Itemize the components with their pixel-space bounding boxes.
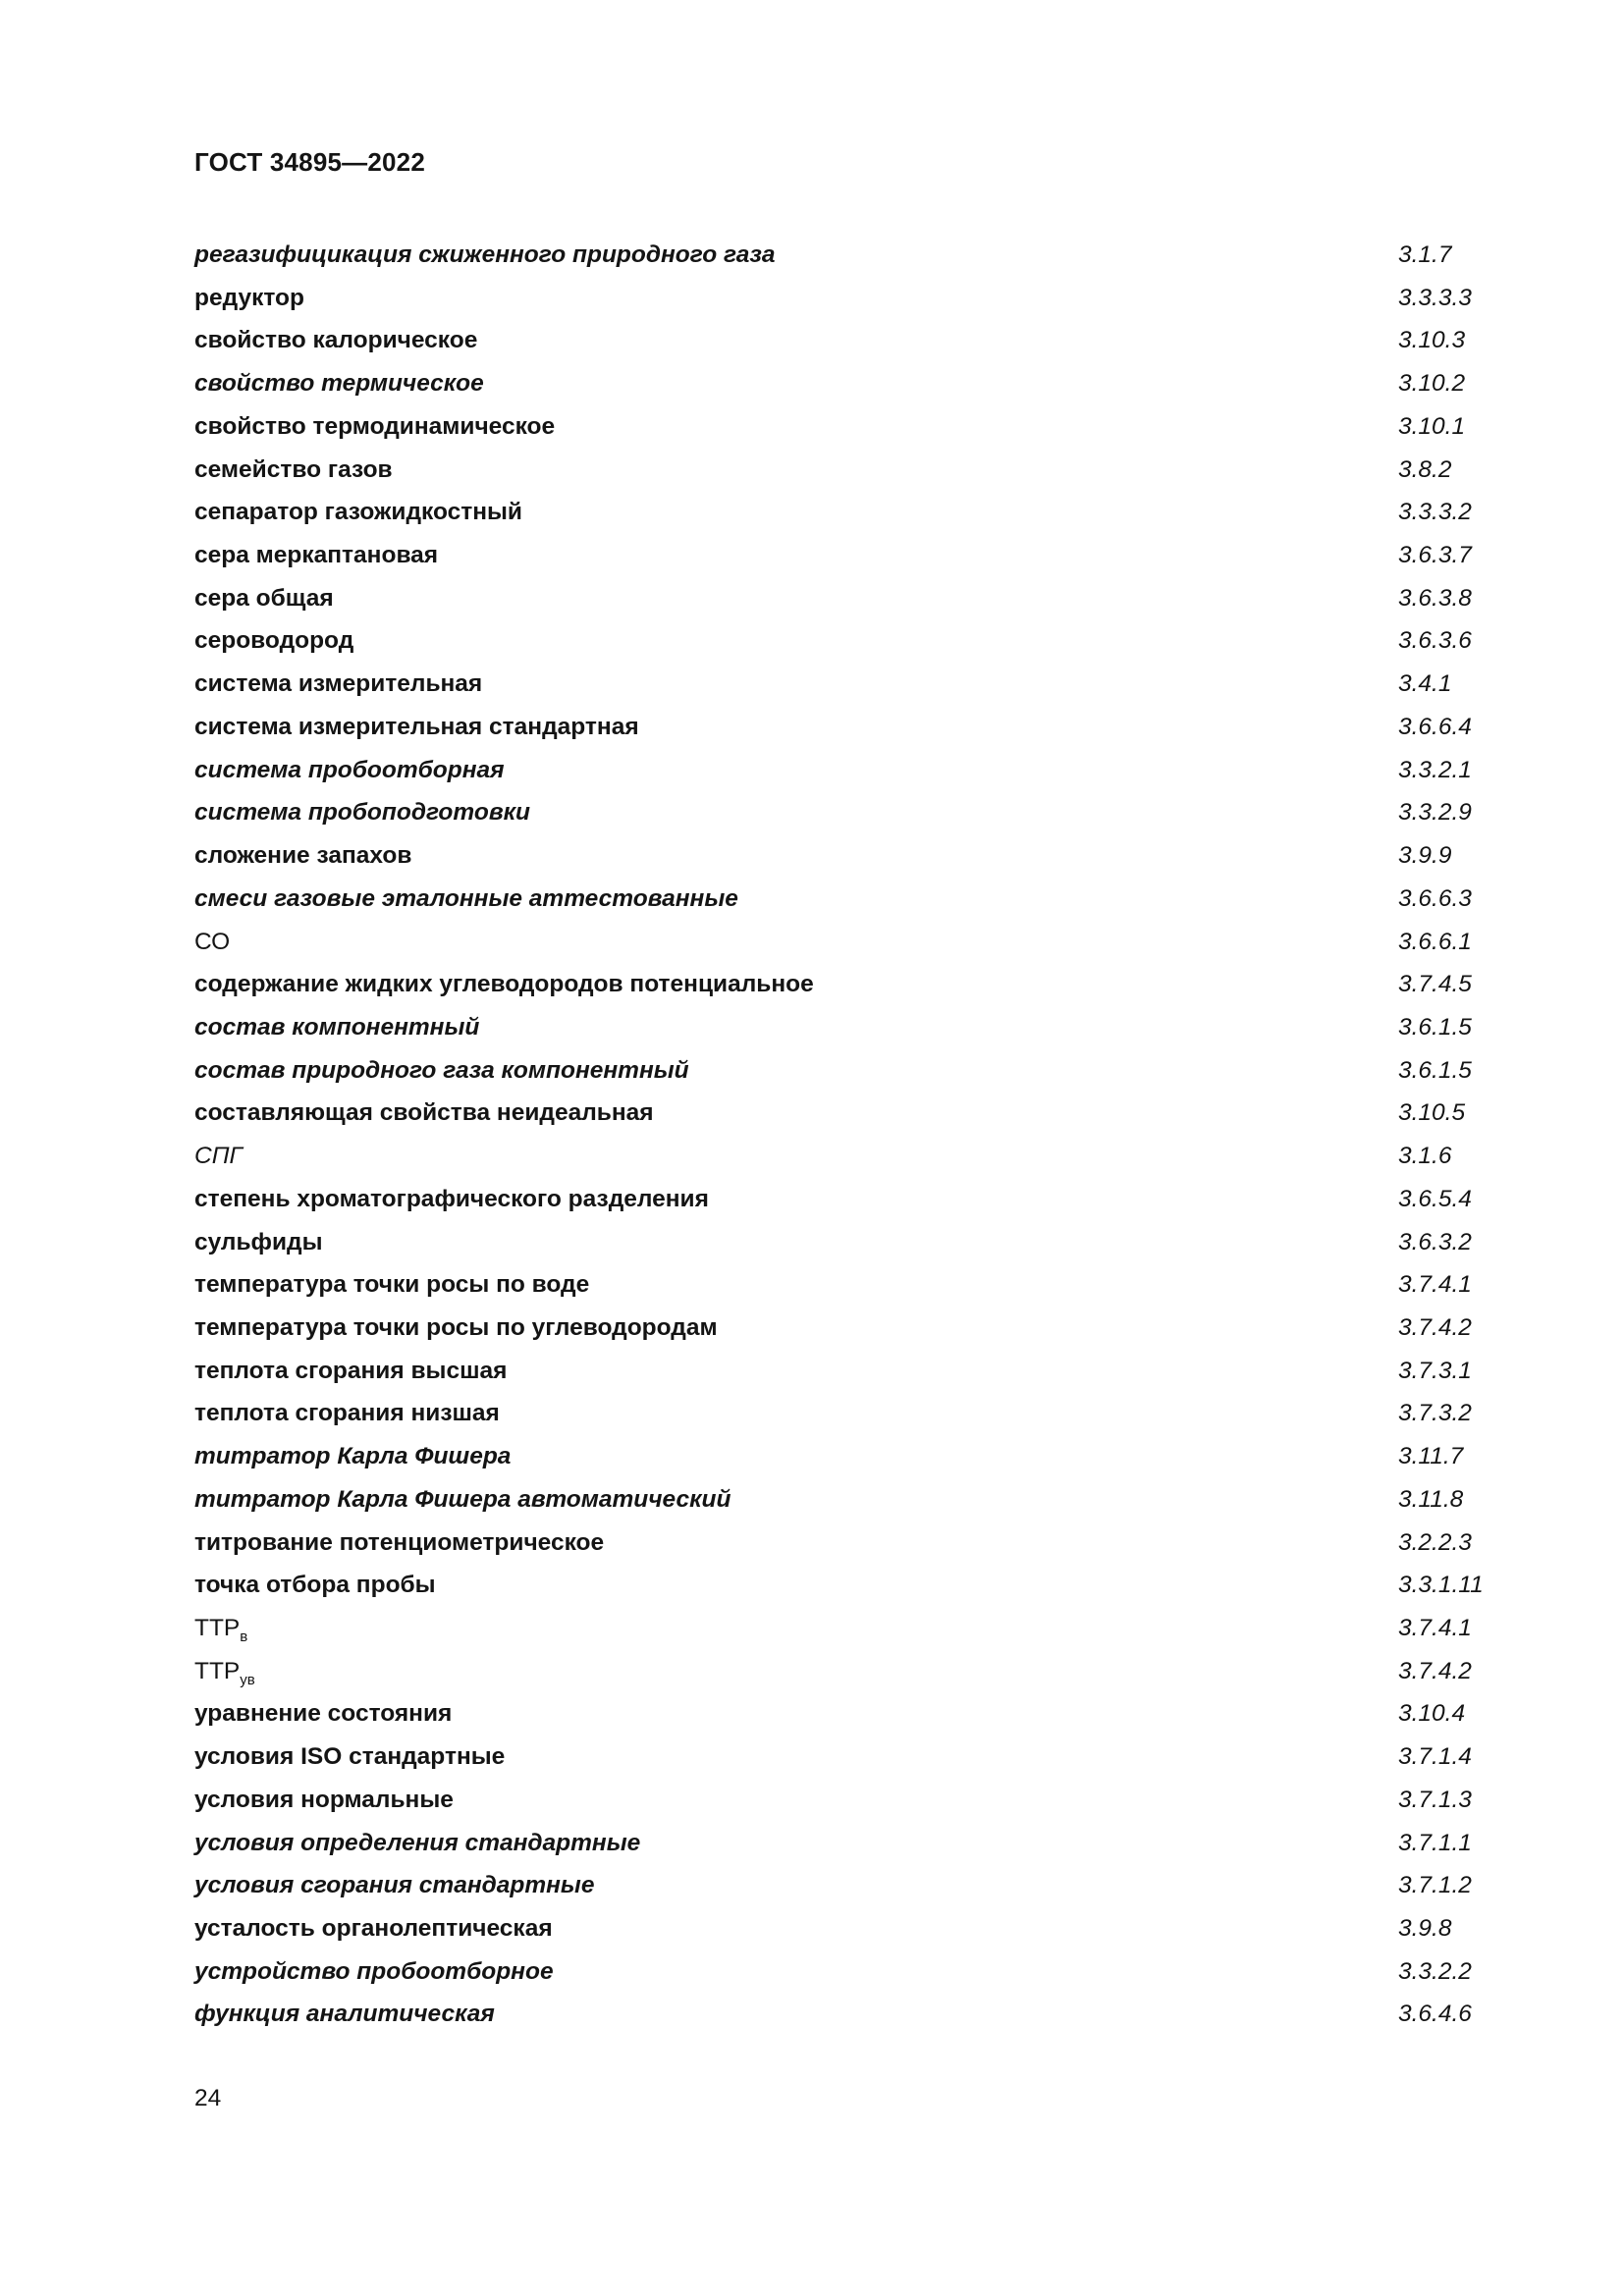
index-term <box>194 753 505 788</box>
index-term-text: редуктор <box>194 284 304 311</box>
index-term-text: усталость органолептическая <box>194 1915 553 1943</box>
index-section-ref: 3.1.7 <box>1398 241 1452 268</box>
index-entry <box>194 581 1490 624</box>
index-term <box>194 453 393 488</box>
index-term-text: система измерительная <box>194 670 483 698</box>
index-entry <box>194 281 1490 324</box>
index-term <box>194 967 814 1002</box>
index-term <box>194 925 230 960</box>
index-entry <box>194 495 1490 538</box>
index-term <box>194 1954 554 1990</box>
index-section-ref: 3.6.6.1 <box>1398 928 1472 955</box>
index-entry <box>194 1525 1490 1569</box>
index-section-ref: 3.4.1 <box>1398 670 1452 698</box>
index-term <box>194 1396 500 1431</box>
index-entry <box>194 1310 1490 1354</box>
index-term <box>194 581 334 616</box>
index-term <box>194 1997 495 2032</box>
index-term <box>194 281 304 316</box>
index-term-text: уравнение состояния <box>194 1700 453 1728</box>
index-section-ref: 3.10.1 <box>1398 412 1466 440</box>
index-section-ref: 3.6.5.4 <box>1398 1185 1472 1212</box>
index-term-text: свойство термическое <box>194 370 484 398</box>
index-entry <box>194 753 1490 796</box>
index-term <box>194 366 484 401</box>
index-entry <box>194 1911 1490 1954</box>
index-section-ref: 3.9.8 <box>1398 1915 1452 1943</box>
page-number: 24 <box>194 2085 222 2111</box>
index-term <box>194 1139 243 1174</box>
index-term <box>194 1739 505 1775</box>
index-section-ref: 3.3.1.11 <box>1398 1572 1484 1599</box>
index-term-text: условия определения стандартные <box>194 1829 641 1856</box>
index-entry <box>194 1396 1490 1439</box>
index-term-subscript: в <box>240 1629 248 1645</box>
index-entry <box>194 1954 1490 1998</box>
index-term-text: ТТР <box>194 1657 241 1684</box>
index-entry <box>194 1095 1490 1139</box>
index-section-ref: 3.7.4.1 <box>1398 1615 1472 1641</box>
index-entry <box>194 538 1490 581</box>
index-term-text: теплота сгорания низшая <box>194 1400 500 1427</box>
index-term <box>194 1225 323 1260</box>
term-index-list <box>194 238 1490 2040</box>
index-entry <box>194 1225 1490 1268</box>
index-section-ref: 3.6.3.7 <box>1398 542 1472 569</box>
index-section-ref: 3.8.2 <box>1398 455 1452 483</box>
index-entry <box>194 710 1490 753</box>
index-term-text: точка отбора пробы <box>194 1572 436 1599</box>
index-term-text: состав компонентный <box>194 1013 480 1041</box>
index-term-text: регазифицикация сжиженного природного газа <box>194 241 776 268</box>
index-term <box>194 238 776 273</box>
index-term <box>194 1611 247 1646</box>
index-entry <box>194 1568 1490 1611</box>
index-section-ref: 3.10.4 <box>1398 1700 1466 1728</box>
index-entry <box>194 409 1490 453</box>
index-term <box>194 1267 589 1303</box>
index-term <box>194 667 482 702</box>
index-term <box>194 1182 709 1217</box>
index-term-text: содержание жидких углеводородов потенциальное <box>194 971 814 998</box>
index-entry <box>194 1354 1490 1397</box>
index-term-text: состав природного газа компонентный <box>194 1056 689 1084</box>
index-term <box>194 1095 654 1131</box>
index-term-text: система пробоподготовки <box>194 799 531 827</box>
index-term <box>194 623 353 659</box>
index-entry <box>194 1182 1490 1225</box>
index-entry <box>194 453 1490 496</box>
index-entry <box>194 1739 1490 1783</box>
index-entry <box>194 366 1490 409</box>
index-term <box>194 409 555 445</box>
index-term-text: титратор Карла Фишера автоматический <box>194 1485 731 1513</box>
index-term <box>194 1439 511 1474</box>
index-entry <box>194 1267 1490 1310</box>
index-entry <box>194 1139 1490 1182</box>
index-entry <box>194 623 1490 667</box>
index-term-text: свойство термодинамическое <box>194 412 556 440</box>
index-term <box>194 1053 689 1089</box>
index-term-text: функция аналитическая <box>194 2001 495 2028</box>
index-term <box>194 1482 731 1518</box>
index-section-ref: 3.6.6.4 <box>1398 713 1472 740</box>
index-entry <box>194 925 1490 968</box>
index-term-subscript: ув <box>240 1671 255 1688</box>
index-term-text: теплота сгорания высшая <box>194 1357 508 1384</box>
index-term-text: ТТР <box>194 1615 241 1641</box>
index-section-ref: 3.2.2.3 <box>1398 1528 1472 1556</box>
index-term-text: сероводород <box>194 627 354 655</box>
index-section-ref: 3.1.6 <box>1398 1143 1452 1170</box>
index-term <box>194 1310 718 1346</box>
index-term <box>194 795 530 830</box>
index-section-ref: 3.11.7 <box>1398 1443 1464 1470</box>
index-entry <box>194 1439 1490 1482</box>
index-section-ref: 3.10.5 <box>1398 1099 1466 1127</box>
index-term <box>194 323 477 358</box>
index-entry <box>194 238 1490 281</box>
index-entry <box>194 323 1490 366</box>
index-section-ref: 3.11.8 <box>1398 1485 1464 1513</box>
index-term <box>194 1010 479 1045</box>
index-entry <box>194 1654 1490 1697</box>
index-term <box>194 1568 436 1603</box>
index-entry <box>194 838 1490 881</box>
index-term <box>194 495 522 530</box>
index-term-text: система пробоотборная <box>194 756 505 783</box>
index-term-text: титратор Карла Фишера <box>194 1443 512 1470</box>
index-entry <box>194 1010 1490 1053</box>
index-term-text: условия ISO стандартные <box>194 1743 506 1771</box>
index-section-ref: 3.3.2.1 <box>1398 756 1472 783</box>
index-section-ref: 3.6.3.6 <box>1398 627 1472 655</box>
index-term <box>194 1696 452 1732</box>
index-term <box>194 1911 553 1947</box>
index-entry <box>194 1053 1490 1096</box>
index-term-text: семейство газов <box>194 455 393 483</box>
index-section-ref: 3.7.4.1 <box>1398 1271 1472 1299</box>
index-term-text: сульфиды <box>194 1228 323 1255</box>
index-term <box>194 838 411 874</box>
index-term <box>194 1525 604 1561</box>
index-entry <box>194 1826 1490 1869</box>
index-section-ref: 3.7.1.3 <box>1398 1786 1472 1813</box>
index-term-text: температура точки росы по воде <box>194 1271 590 1299</box>
index-entry <box>194 1482 1490 1525</box>
index-section-ref: 3.7.4.2 <box>1398 1657 1472 1684</box>
index-section-ref: 3.7.4.2 <box>1398 1313 1472 1341</box>
index-section-ref: 3.6.3.2 <box>1398 1228 1472 1255</box>
index-section-ref: 3.6.1.5 <box>1398 1013 1472 1041</box>
index-entry <box>194 795 1490 838</box>
index-section-ref: 3.10.2 <box>1398 370 1466 398</box>
index-term-text: сера меркаптановая <box>194 542 439 569</box>
index-term-text: СПГ <box>194 1143 243 1170</box>
index-entry <box>194 667 1490 710</box>
index-section-ref: 3.10.3 <box>1398 327 1466 354</box>
index-term-text: составляющая свойства неидеальная <box>194 1099 654 1127</box>
index-term-text: смеси газовые эталонные аттестованные <box>194 884 738 912</box>
index-section-ref: 3.6.4.6 <box>1398 2001 1472 2028</box>
index-section-ref: 3.9.9 <box>1398 842 1452 870</box>
index-section-ref: 3.3.3.3 <box>1398 284 1472 311</box>
index-section-ref: 3.7.4.5 <box>1398 971 1472 998</box>
index-term-text: условия нормальные <box>194 1786 454 1813</box>
index-section-ref: 3.7.3.2 <box>1398 1400 1472 1427</box>
index-term-text: сепаратор газожидкостный <box>194 499 522 526</box>
index-term-text: условия сгорания стандартные <box>194 1872 595 1899</box>
index-term-text: сложение запахов <box>194 842 412 870</box>
index-entry <box>194 1783 1490 1826</box>
index-term <box>194 538 438 573</box>
index-term <box>194 1826 640 1861</box>
index-entry <box>194 1997 1490 2040</box>
index-term-text: сера общая <box>194 584 334 612</box>
index-section-ref: 3.6.6.3 <box>1398 884 1472 912</box>
index-section-ref: 3.3.2.2 <box>1398 1957 1472 1985</box>
index-term <box>194 1354 507 1389</box>
index-entry <box>194 967 1490 1010</box>
index-term-text: система измерительная стандартная <box>194 713 639 740</box>
index-section-ref: 3.7.1.4 <box>1398 1743 1472 1771</box>
index-section-ref: 3.3.2.9 <box>1398 799 1472 827</box>
index-entry <box>194 1696 1490 1739</box>
index-term-text: степень хроматографического разделения <box>194 1185 709 1212</box>
index-section-ref: 3.3.3.2 <box>1398 499 1472 526</box>
index-term <box>194 1783 454 1818</box>
index-section-ref: 3.7.3.1 <box>1398 1357 1472 1384</box>
index-section-ref: 3.7.1.2 <box>1398 1872 1472 1899</box>
document-header: ГОСТ 34895—2022 <box>194 147 425 177</box>
index-section-ref: 3.6.3.8 <box>1398 584 1472 612</box>
index-term <box>194 1868 594 1903</box>
index-term-text: титрование потенциометрическое <box>194 1528 605 1556</box>
index-section-ref: 3.7.1.1 <box>1398 1829 1472 1856</box>
index-entry <box>194 881 1490 925</box>
index-term <box>194 881 738 917</box>
index-term-text: температура точки росы по углеводородам <box>194 1313 718 1341</box>
index-term <box>194 1654 255 1689</box>
index-term-text: устройство пробоотборное <box>194 1957 554 1985</box>
index-entry <box>194 1868 1490 1911</box>
index-term-text: свойство калорическое <box>194 327 478 354</box>
index-term <box>194 710 639 745</box>
index-section-ref: 3.6.1.5 <box>1398 1056 1472 1084</box>
index-entry <box>194 1611 1490 1654</box>
index-term-text: СО <box>194 928 231 955</box>
